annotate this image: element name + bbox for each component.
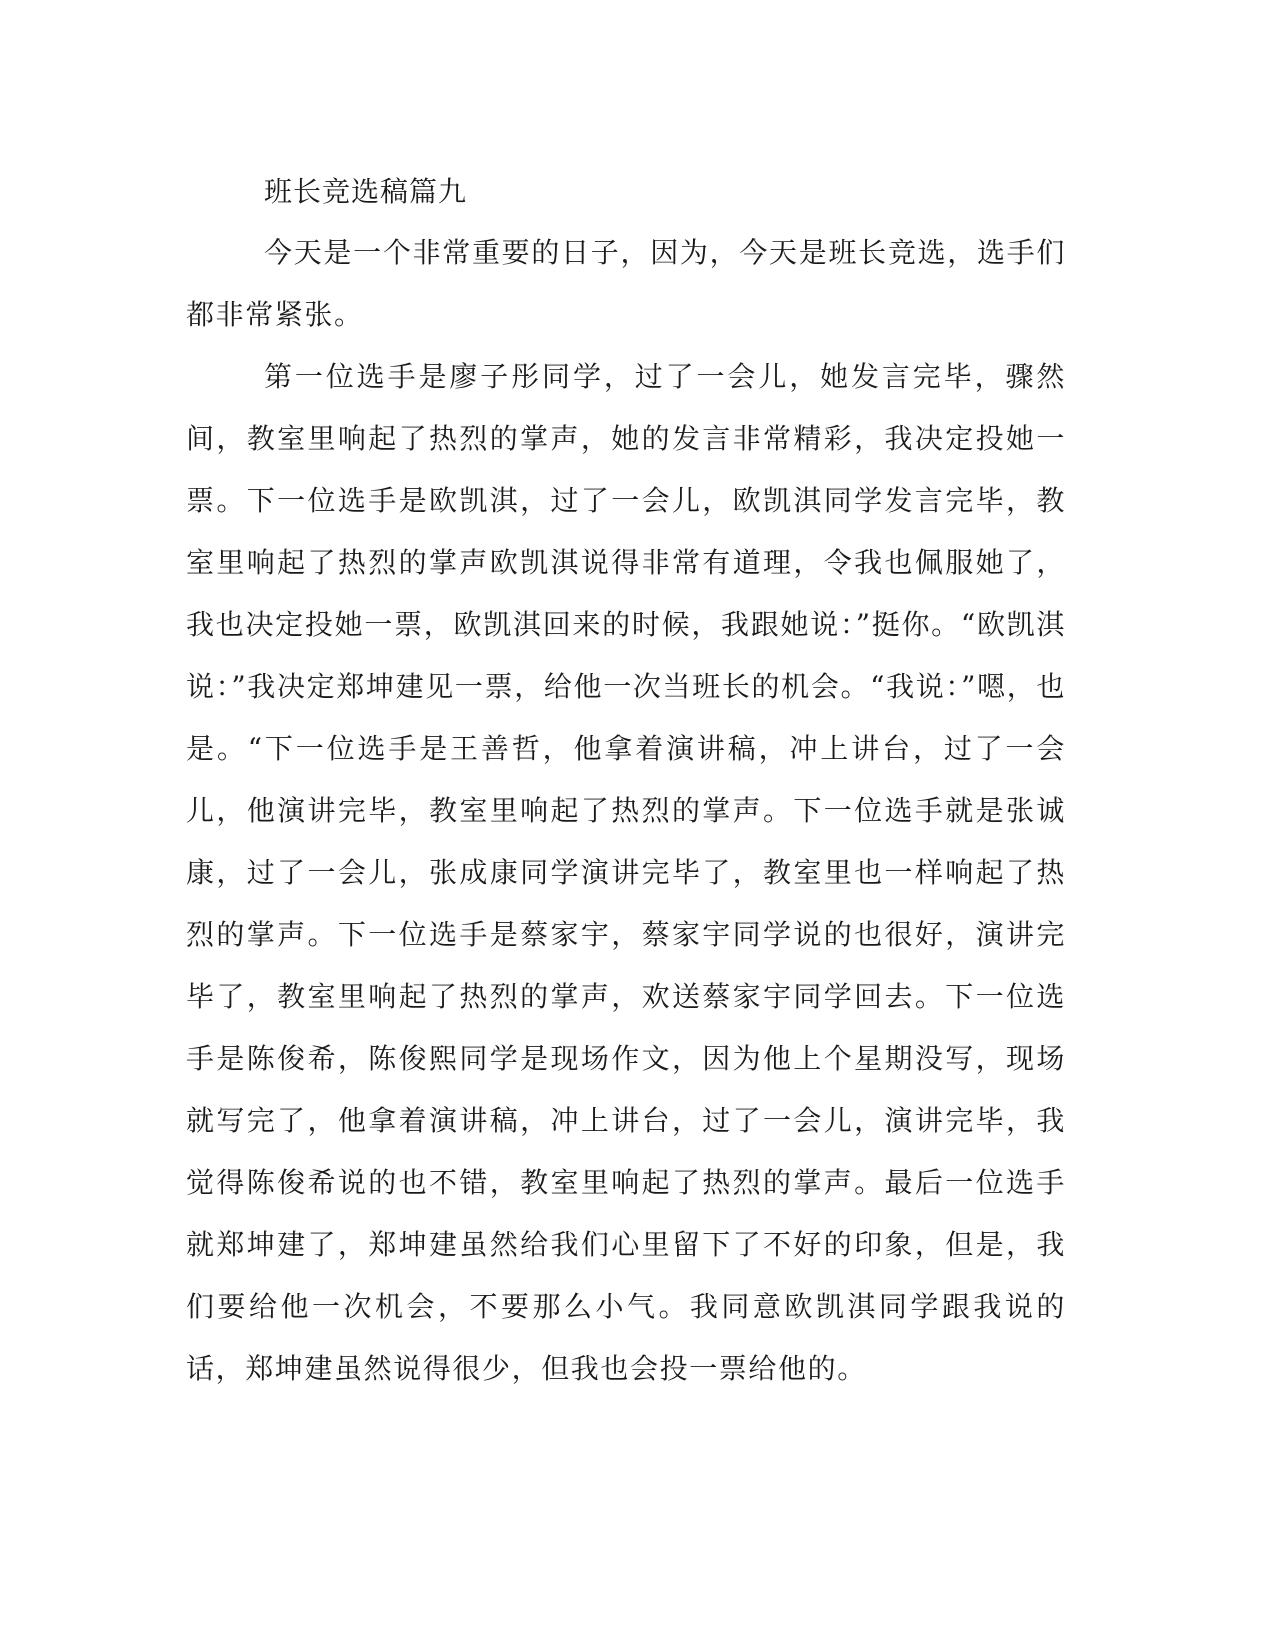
paragraph-main: 第一位选手是廖子彤同学，过了一会儿，她发言完毕，骤然间，教室里响起了热烈的掌声，她的发言非常精彩，我决定投她一票。下一位选手是欧凯淇，过了一会儿，欧凯淇同学发言完毕，教室里响起了热烈的掌声欧凯淇说得非常有道理，令我也佩服她了，我也决定投她一票，欧凯淇回来的时候，我跟她说：”挺你。“欧凯淇说：”我决定郑坤建见一票，给他一次当班长的机会。“我说：”嗯，也是。“下一位选手是王善哲，他拿着演讲稿，冲上讲台，过了一会儿，他演讲完毕，教室里响起了热烈的掌声。下一位选手就是张诚康，过了一会儿，张成康同学演讲完毕了，教室里也一样响起了热烈的掌声。下一位选手是蔡家宇，蔡家宇同学说的也很好，演讲完毕了，教室里响起了热烈的掌声，欢送蔡家宇同学回去。下一位选手是陈俊希，陈俊熙同学是现场作文，因为他上个星期没写，现场就写完了，他拿着演讲稿，冲上讲台，过了一会儿，演讲完毕，我觉得陈俊希说的也不错，教室里响起了热烈的掌声。最后一位选手就郑坤建了，郑坤建虽然给我们心里留下了不好的印象，但是，我们要给他一次机会，不要那么小气。我同意欧凯淇同学跟我说的话，郑坤建虽然说得很少，但我也会投一票给他的。: [186, 360, 1066, 1385]
paragraph-intro: 今天是一个非常重要的日子，因为，今天是班长竞选，选手们都非常紧张。: [186, 236, 1066, 331]
document-title: 班长竞选稿篇九: [264, 175, 468, 208]
document-body: [186, 162, 1066, 1400]
